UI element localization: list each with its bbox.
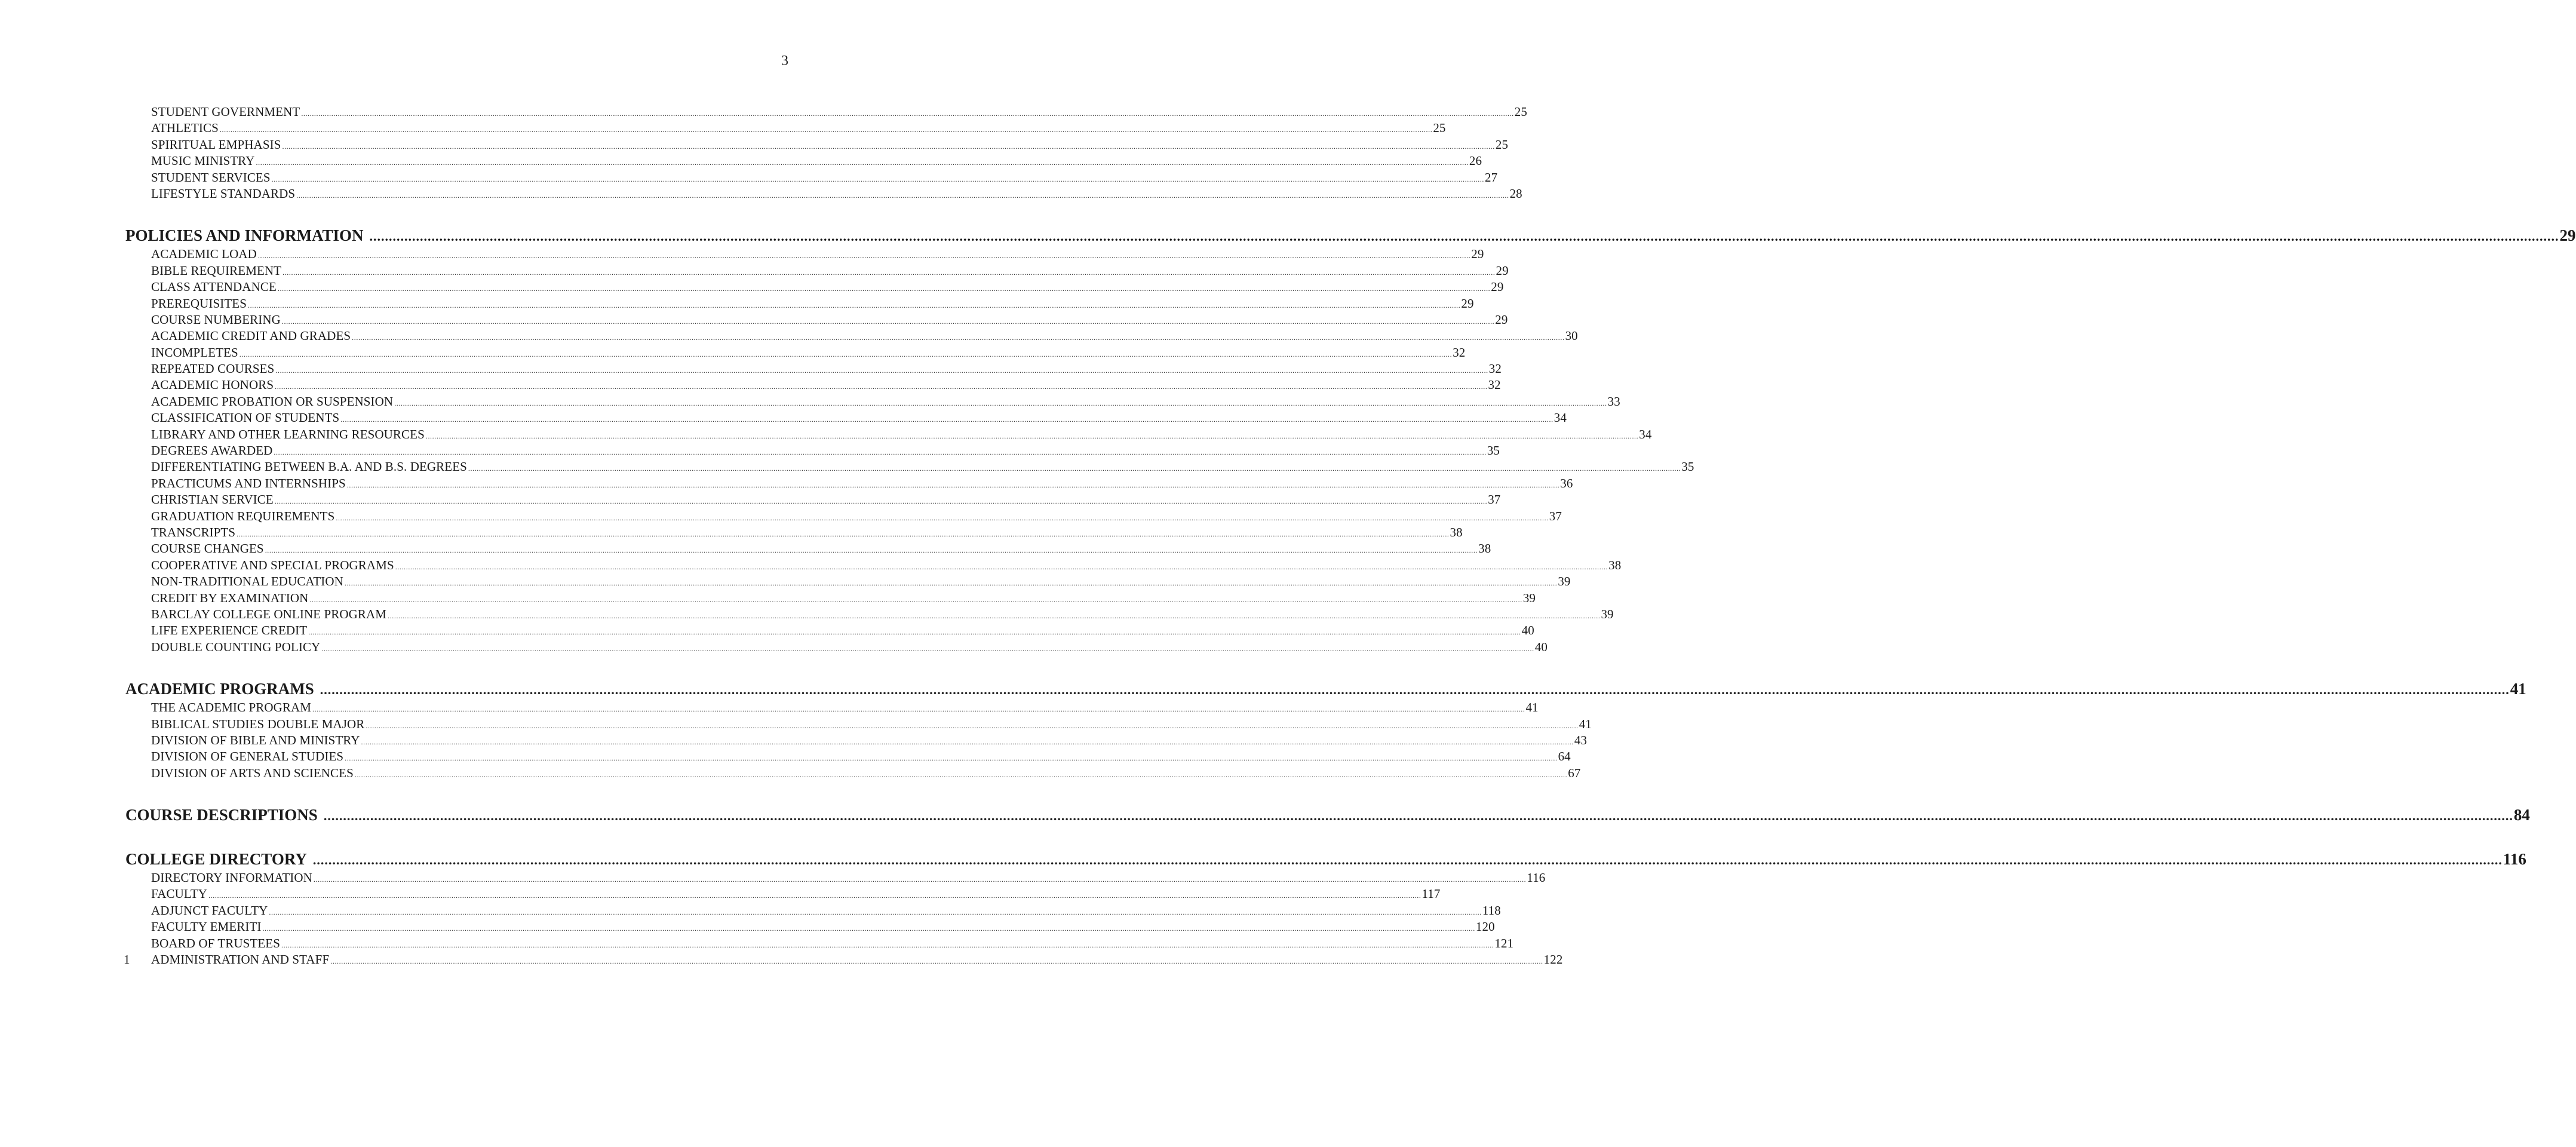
toc-entry-title: DOUBLE COUNTING POLICY: [151, 639, 321, 654]
toc-entry[interactable]: [125, 120, 1446, 136]
toc-entry-page: 121: [1494, 936, 1514, 950]
toc-entry[interactable]: [125, 476, 1573, 492]
toc-entry[interactable]: [125, 606, 1614, 622]
dot-leader: ....................................................................................................................................................................................................................................................................................................................................................................................................................................................................................................................................................................................: [274, 448, 1487, 457]
toc-entry-page: 39: [1601, 606, 1614, 621]
dot-leader: ....................................................................................................................................................................................................................................................................................................................................................................................................................................................................................................................................................................................: [256, 158, 1469, 167]
toc-heading-policies[interactable]: [125, 225, 2576, 246]
toc-entry[interactable]: [124, 952, 1563, 968]
toc-entries-academic-programs: [125, 700, 1592, 781]
toc-entry-title: BIBLICAL STUDIES DOUBLE MAJOR: [151, 716, 365, 731]
dot-leader: ....................................................................................................................................................................................................................................................................................................................................................................................................................................................................................................................................................................................: [257, 252, 1471, 260]
toc-entry-page: 25: [1514, 105, 1527, 119]
toc-entry-page: 27: [1485, 170, 1498, 185]
toc-entry-page: 32: [1488, 361, 1502, 376]
toc-entry-page: 38: [1478, 541, 1491, 556]
toc-entry-page: 41: [1525, 700, 1539, 715]
toc-heading-title: ACADEMIC PROGRAMS: [125, 680, 314, 698]
toc-entry-page: 120: [1475, 919, 1495, 934]
toc-entry-page: 39: [1558, 574, 1571, 589]
toc-entry[interactable]: [125, 574, 1571, 590]
toc-section-policies: [125, 225, 2576, 655]
toc-entry-title: STUDENT GOVERNMENT: [151, 105, 300, 119]
toc-heading-title: COLLEGE DIRECTORY: [125, 850, 307, 869]
toc-entry-title: LIBRARY AND OTHER LEARNING RESOURCES: [151, 427, 425, 441]
toc-entry[interactable]: [125, 170, 1498, 186]
margin-mark: 1: [124, 952, 130, 967]
toc-entry-title: DIVISION OF ARTS AND SCIENCES: [151, 765, 354, 780]
toc-entry[interactable]: [125, 886, 1441, 902]
toc-entry-page: 39: [1522, 590, 1536, 605]
dot-leader: ....................................................................................................................................................................................................................................................................................................................................................................................................................................................................................................................................................................................: [320, 682, 2510, 698]
toc-heading-page: 29: [2559, 226, 2576, 245]
page-number: 3: [781, 53, 788, 69]
toc-entry-title: THE ACADEMIC PROGRAM: [151, 700, 312, 715]
dot-leader: ....................................................................................................................................................................................................................................................................................................................................................................................................................................................................................................................................................................................: [330, 957, 1543, 966]
toc-heading-academic-programs[interactable]: [125, 678, 2526, 700]
toc-entry[interactable]: [125, 137, 1509, 153]
toc-heading-title: COURSE DESCRIPTIONS: [125, 806, 318, 824]
toc-section-continued: [125, 104, 1527, 202]
dot-leader: ....................................................................................................................................................................................................................................................................................................................................................................................................................................................................................................................................................................................: [275, 382, 1488, 391]
toc-entry-page: 41: [1579, 716, 1592, 731]
toc-entry-page: 34: [1639, 427, 1652, 441]
toc-entry-page: 36: [1560, 476, 1573, 490]
dot-leader: ....................................................................................................................................................................................................................................................................................................................................................................................................................................................................................................................................................................................: [369, 229, 2559, 244]
toc-entry-page: 29: [1471, 247, 1484, 262]
toc-heading-page: 116: [2503, 850, 2526, 869]
toc-entry-title: BARCLAY COLLEGE ONLINE PROGRAM: [151, 606, 387, 621]
toc-entry[interactable]: [125, 919, 1495, 935]
dot-leader: ....................................................................................................................................................................................................................................................................................................................................................................................................................................................................................................................................................................................: [321, 644, 1534, 653]
toc-entry-title: ATHLETICS: [151, 121, 219, 136]
toc-entry-title: PREREQUISITES: [151, 296, 247, 311]
toc-entry[interactable]: [125, 153, 1482, 169]
toc-entry[interactable]: [125, 716, 1592, 732]
toc-entry[interactable]: [125, 525, 1463, 541]
dot-leader: ....................................................................................................................................................................................................................................................................................................................................................................................................................................................................................................................................................................................: [269, 907, 1482, 916]
dot-leader: ....................................................................................................................................................................................................................................................................................................................................................................................................................................................................................................................................................................................: [388, 611, 1601, 620]
toc-entry[interactable]: [125, 541, 1491, 557]
toc-entry-title: CHRISTIAN SERVICE: [151, 492, 274, 507]
toc-entry-title: STUDENT SERVICES: [151, 170, 271, 185]
toc-entry[interactable]: [125, 296, 1474, 312]
toc-entry[interactable]: [125, 394, 1620, 410]
toc-entry-title: CLASSIFICATION OF STUDENTS: [151, 410, 340, 425]
toc-entry[interactable]: [125, 312, 1508, 328]
toc-entry-page: 29: [1496, 263, 1509, 278]
table-of-contents: [124, 104, 2576, 968]
toc-entry-page: 37: [1488, 492, 1501, 507]
toc-entry-page: 32: [1488, 378, 1501, 392]
toc-entry-page: 29: [1495, 312, 1508, 327]
toc-entry-page: 40: [1534, 639, 1548, 654]
dot-leader: ....................................................................................................................................................................................................................................................................................................................................................................................................................................................................................................................................................................................: [468, 464, 1681, 473]
toc-heading-course-descriptions[interactable]: [125, 804, 2530, 826]
dot-leader: ....................................................................................................................................................................................................................................................................................................................................................................................................................................................................................................................................................................................: [296, 191, 1509, 200]
toc-entry[interactable]: [125, 328, 1578, 344]
toc-entry[interactable]: [125, 104, 1527, 120]
dot-leader: ....................................................................................................................................................................................................................................................................................................................................................................................................................................................................................................................................................................................: [219, 125, 1433, 134]
dot-leader: ....................................................................................................................................................................................................................................................................................................................................................................................................................................................................................................................................................................................: [344, 579, 1558, 588]
dot-leader: ....................................................................................................................................................................................................................................................................................................................................................................................................................................................................................................................................................................................: [394, 398, 1607, 407]
toc-entry-title: ADJUNCT FACULTY: [151, 903, 268, 918]
toc-heading-college-directory[interactable]: [125, 848, 2526, 870]
toc-entry[interactable]: [125, 459, 1694, 475]
toc-entry-title: ACADEMIC LOAD: [151, 247, 257, 262]
toc-entry-page: 28: [1509, 186, 1522, 201]
toc-entry-title: DIFFERENTIATING BETWEEN B.A. AND B.S. DEGREES: [151, 459, 467, 474]
toc-entry[interactable]: [125, 765, 1581, 781]
dot-leader: ....................................................................................................................................................................................................................................................................................................................................................................................................................................................................................................................................................................................: [265, 546, 1478, 555]
dot-leader: ....................................................................................................................................................................................................................................................................................................................................................................................................................................................................................................................................................................................: [323, 808, 2513, 824]
toc-entry-title: LIFE EXPERIENCE CREDIT: [151, 623, 308, 638]
toc-entry-page: 117: [1421, 887, 1441, 901]
toc-entry-title: FACULTY: [151, 887, 208, 901]
toc-entry-title: TRANSCRIPTS: [151, 525, 236, 539]
toc-entry-page: 40: [1521, 623, 1534, 638]
toc-entry-title: BIBLE REQUIREMENT: [151, 263, 282, 278]
toc-entry-title: ACADEMIC PROBATION OR SUSPENSION: [151, 394, 394, 409]
toc-entry-page: 30: [1565, 329, 1578, 344]
toc-entries-policies: [125, 246, 1694, 655]
toc-entry-page: 26: [1469, 154, 1482, 168]
toc-entry[interactable]: [125, 263, 1509, 279]
toc-entry[interactable]: [125, 410, 1567, 426]
toc-entry-page: 122: [1543, 952, 1563, 967]
dot-leader: ....................................................................................................................................................................................................................................................................................................................................................................................................................................................................................................................................................................................: [366, 721, 1579, 730]
toc-entry[interactable]: [125, 443, 1500, 459]
toc-entry-title: ACADEMIC HONORS: [151, 378, 274, 392]
toc-entry-page: 64: [1558, 749, 1571, 764]
toc-entry-page: 29: [1491, 280, 1504, 295]
toc-entry-page: 67: [1568, 765, 1581, 780]
toc-entry-page: 35: [1487, 443, 1500, 458]
toc-entry-page: 25: [1495, 137, 1509, 152]
toc-entry[interactable]: [125, 557, 1622, 574]
dot-leader: ....................................................................................................................................................................................................................................................................................................................................................................................................................................................................................................................................................................................: [237, 529, 1450, 538]
toc-entry[interactable]: [125, 492, 1501, 508]
dot-leader: ....................................................................................................................................................................................................................................................................................................................................................................................................................................................................................................................................................................................: [283, 268, 1496, 277]
dot-leader: ....................................................................................................................................................................................................................................................................................................................................................................................................................................................................................................................................................................................: [271, 174, 1485, 183]
toc-entry-title: CLASS ATTENDANCE: [151, 280, 277, 295]
toc-entry-title: MUSIC MINISTRY: [151, 154, 255, 168]
toc-entry-page: 38: [1450, 525, 1463, 539]
toc-heading-title: POLICIES AND INFORMATION: [125, 226, 364, 245]
toc-entry[interactable]: [125, 279, 1504, 295]
toc-entry[interactable]: [125, 936, 1514, 952]
dot-leader: ....................................................................................................................................................................................................................................................................................................................................................................................................................................................................................................................................................................................: [340, 415, 1553, 424]
toc-entry-title: NON-TRADITIONAL EDUCATION: [151, 574, 343, 589]
dot-leader: ....................................................................................................................................................................................................................................................................................................................................................................................................................................................................................................................................................................................: [247, 300, 1461, 309]
toc-entry[interactable]: [125, 732, 1588, 749]
toc-entry-title: COURSE CHANGES: [151, 541, 264, 556]
toc-section-course-descriptions: [125, 804, 2530, 826]
toc-entry[interactable]: [125, 345, 1466, 361]
dot-leader: ....................................................................................................................................................................................................................................................................................................................................................................................................................................................................................................................................................................................: [345, 754, 1558, 763]
dot-leader: ....................................................................................................................................................................................................................................................................................................................................................................................................................................................................................................................................................................................: [313, 875, 1527, 884]
dot-leader: ....................................................................................................................................................................................................................................................................................................................................................................................................................................................................................................................................................................................: [281, 940, 1494, 949]
toc-entry-title: DIRECTORY INFORMATION: [151, 870, 312, 885]
dot-leader: ....................................................................................................................................................................................................................................................................................................................................................................................................................................................................................................................................................................................: [395, 562, 1608, 571]
toc-entry-page: 37: [1549, 508, 1562, 523]
toc-entry-title: PRACTICUMS AND INTERNSHIPS: [151, 476, 346, 490]
toc-entry-title: INCOMPLETES: [151, 345, 238, 360]
dot-leader: ....................................................................................................................................................................................................................................................................................................................................................................................................................................................................................................................................................................................: [354, 770, 1568, 779]
toc-entry-page: 33: [1607, 394, 1620, 409]
toc-entry[interactable]: [125, 427, 1652, 443]
toc-entry[interactable]: [125, 903, 1501, 919]
dot-leader: ....................................................................................................................................................................................................................................................................................................................................................................................................................................................................................................................................................................................: [336, 513, 1549, 522]
dot-leader: ....................................................................................................................................................................................................................................................................................................................................................................................................................................................................................................................................................................................: [346, 480, 1560, 489]
toc-entry[interactable]: [125, 186, 1522, 202]
dot-leader: ....................................................................................................................................................................................................................................................................................................................................................................................................................................................................................................................................................................................: [312, 705, 1525, 714]
dot-leader: ....................................................................................................................................................................................................................................................................................................................................................................................................................................................................................................................................................................................: [308, 628, 1521, 637]
toc-entry-title: COOPERATIVE AND SPECIAL PROGRAMS: [151, 557, 394, 572]
toc-entry-title: REPEATED COURSES: [151, 361, 275, 376]
toc-entry[interactable]: [125, 377, 1501, 393]
dot-leader: ....................................................................................................................................................................................................................................................................................................................................................................................................................................................................................................................................................................................: [309, 595, 1522, 604]
dot-leader: ....................................................................................................................................................................................................................................................................................................................................................................................................................................................................................................................................................................................: [425, 431, 1639, 440]
dot-leader: ....................................................................................................................................................................................................................................................................................................................................................................................................................................................................................................................................................................................: [275, 366, 1488, 375]
toc-entry-page: 35: [1681, 459, 1694, 474]
dot-leader: ....................................................................................................................................................................................................................................................................................................................................................................................................................................................................................................................................................................................: [312, 852, 2503, 868]
toc-entry-title: ACADEMIC CREDIT AND GRADES: [151, 329, 351, 344]
dot-leader: ....................................................................................................................................................................................................................................................................................................................................................................................................................................................................................................................................................................................: [282, 142, 1495, 151]
toc-entry-page: 34: [1553, 410, 1567, 425]
toc-entry-page: 118: [1482, 903, 1501, 918]
toc-entry-page: 116: [1527, 870, 1546, 885]
toc-section-college-directory: [124, 848, 2526, 968]
toc-entry-title: ADMINISTRATION AND STAFF: [151, 952, 330, 967]
dot-leader: ....................................................................................................................................................................................................................................................................................................................................................................................................................................................................................................................................................................................: [281, 317, 1495, 326]
dot-leader: ....................................................................................................................................................................................................................................................................................................................................................................................................................................................................................................................................................................................: [208, 891, 1421, 900]
dot-leader: ....................................................................................................................................................................................................................................................................................................................................................................................................................................................................................................................................................................................: [277, 284, 1491, 293]
dot-leader: ....................................................................................................................................................................................................................................................................................................................................................................................................................................................................................................................................................................................: [301, 109, 1514, 118]
toc-entry-page: 38: [1608, 557, 1622, 572]
toc-heading-page: 84: [2513, 806, 2530, 824]
dot-leader: ....................................................................................................................................................................................................................................................................................................................................................................................................................................................................................................................................................................................: [352, 333, 1565, 342]
toc-entry-title: DIVISION OF BIBLE AND MINISTRY: [151, 732, 360, 747]
dot-leader: ....................................................................................................................................................................................................................................................................................................................................................................................................................................................................................................................................................................................: [274, 497, 1488, 506]
toc-entry[interactable]: [125, 590, 1536, 606]
toc-section-academic-programs: [125, 678, 2526, 781]
toc-entry[interactable]: [125, 246, 1484, 262]
toc-entry-page: 43: [1574, 732, 1588, 747]
dot-leader: ....................................................................................................................................................................................................................................................................................................................................................................................................................................................................................................................................................................................: [262, 924, 1475, 933]
toc-entry-title: GRADUATION REQUIREMENTS: [151, 508, 335, 523]
toc-entry[interactable]: [125, 870, 1546, 886]
toc-entry-title: DIVISION OF GENERAL STUDIES: [151, 749, 344, 764]
toc-entry-page: 32: [1453, 345, 1466, 360]
toc-entry-title: SPIRITUAL EMPHASIS: [151, 137, 281, 152]
toc-entry[interactable]: [125, 700, 1539, 716]
toc-entry-title: LIFESTYLE STANDARDS: [151, 186, 296, 201]
toc-entry-title: DEGREES AWARDED: [151, 443, 273, 458]
dot-leader: ....................................................................................................................................................................................................................................................................................................................................................................................................................................................................................................................................................................................: [361, 737, 1574, 746]
toc-heading-page: 41: [2510, 680, 2526, 698]
toc-entry-page: 25: [1433, 121, 1446, 136]
toc-entry[interactable]: [125, 749, 1571, 765]
toc-entry[interactable]: [125, 361, 1502, 377]
toc-entry-title: CREDIT BY EXAMINATION: [151, 590, 309, 605]
toc-entry-title: FACULTY EMERITI: [151, 919, 262, 934]
dot-leader: ....................................................................................................................................................................................................................................................................................................................................................................................................................................................................................................................................................................................: [239, 349, 1453, 358]
toc-entry-page: 29: [1461, 296, 1474, 311]
toc-entries-college-directory: [124, 870, 1563, 968]
toc-entry-title: BOARD OF TRUSTEES: [151, 936, 281, 950]
toc-entry[interactable]: [125, 639, 1548, 655]
toc-entry[interactable]: [125, 508, 1562, 525]
toc-entry[interactable]: [125, 622, 1534, 639]
toc-entry-title: COURSE NUMBERING: [151, 312, 281, 327]
